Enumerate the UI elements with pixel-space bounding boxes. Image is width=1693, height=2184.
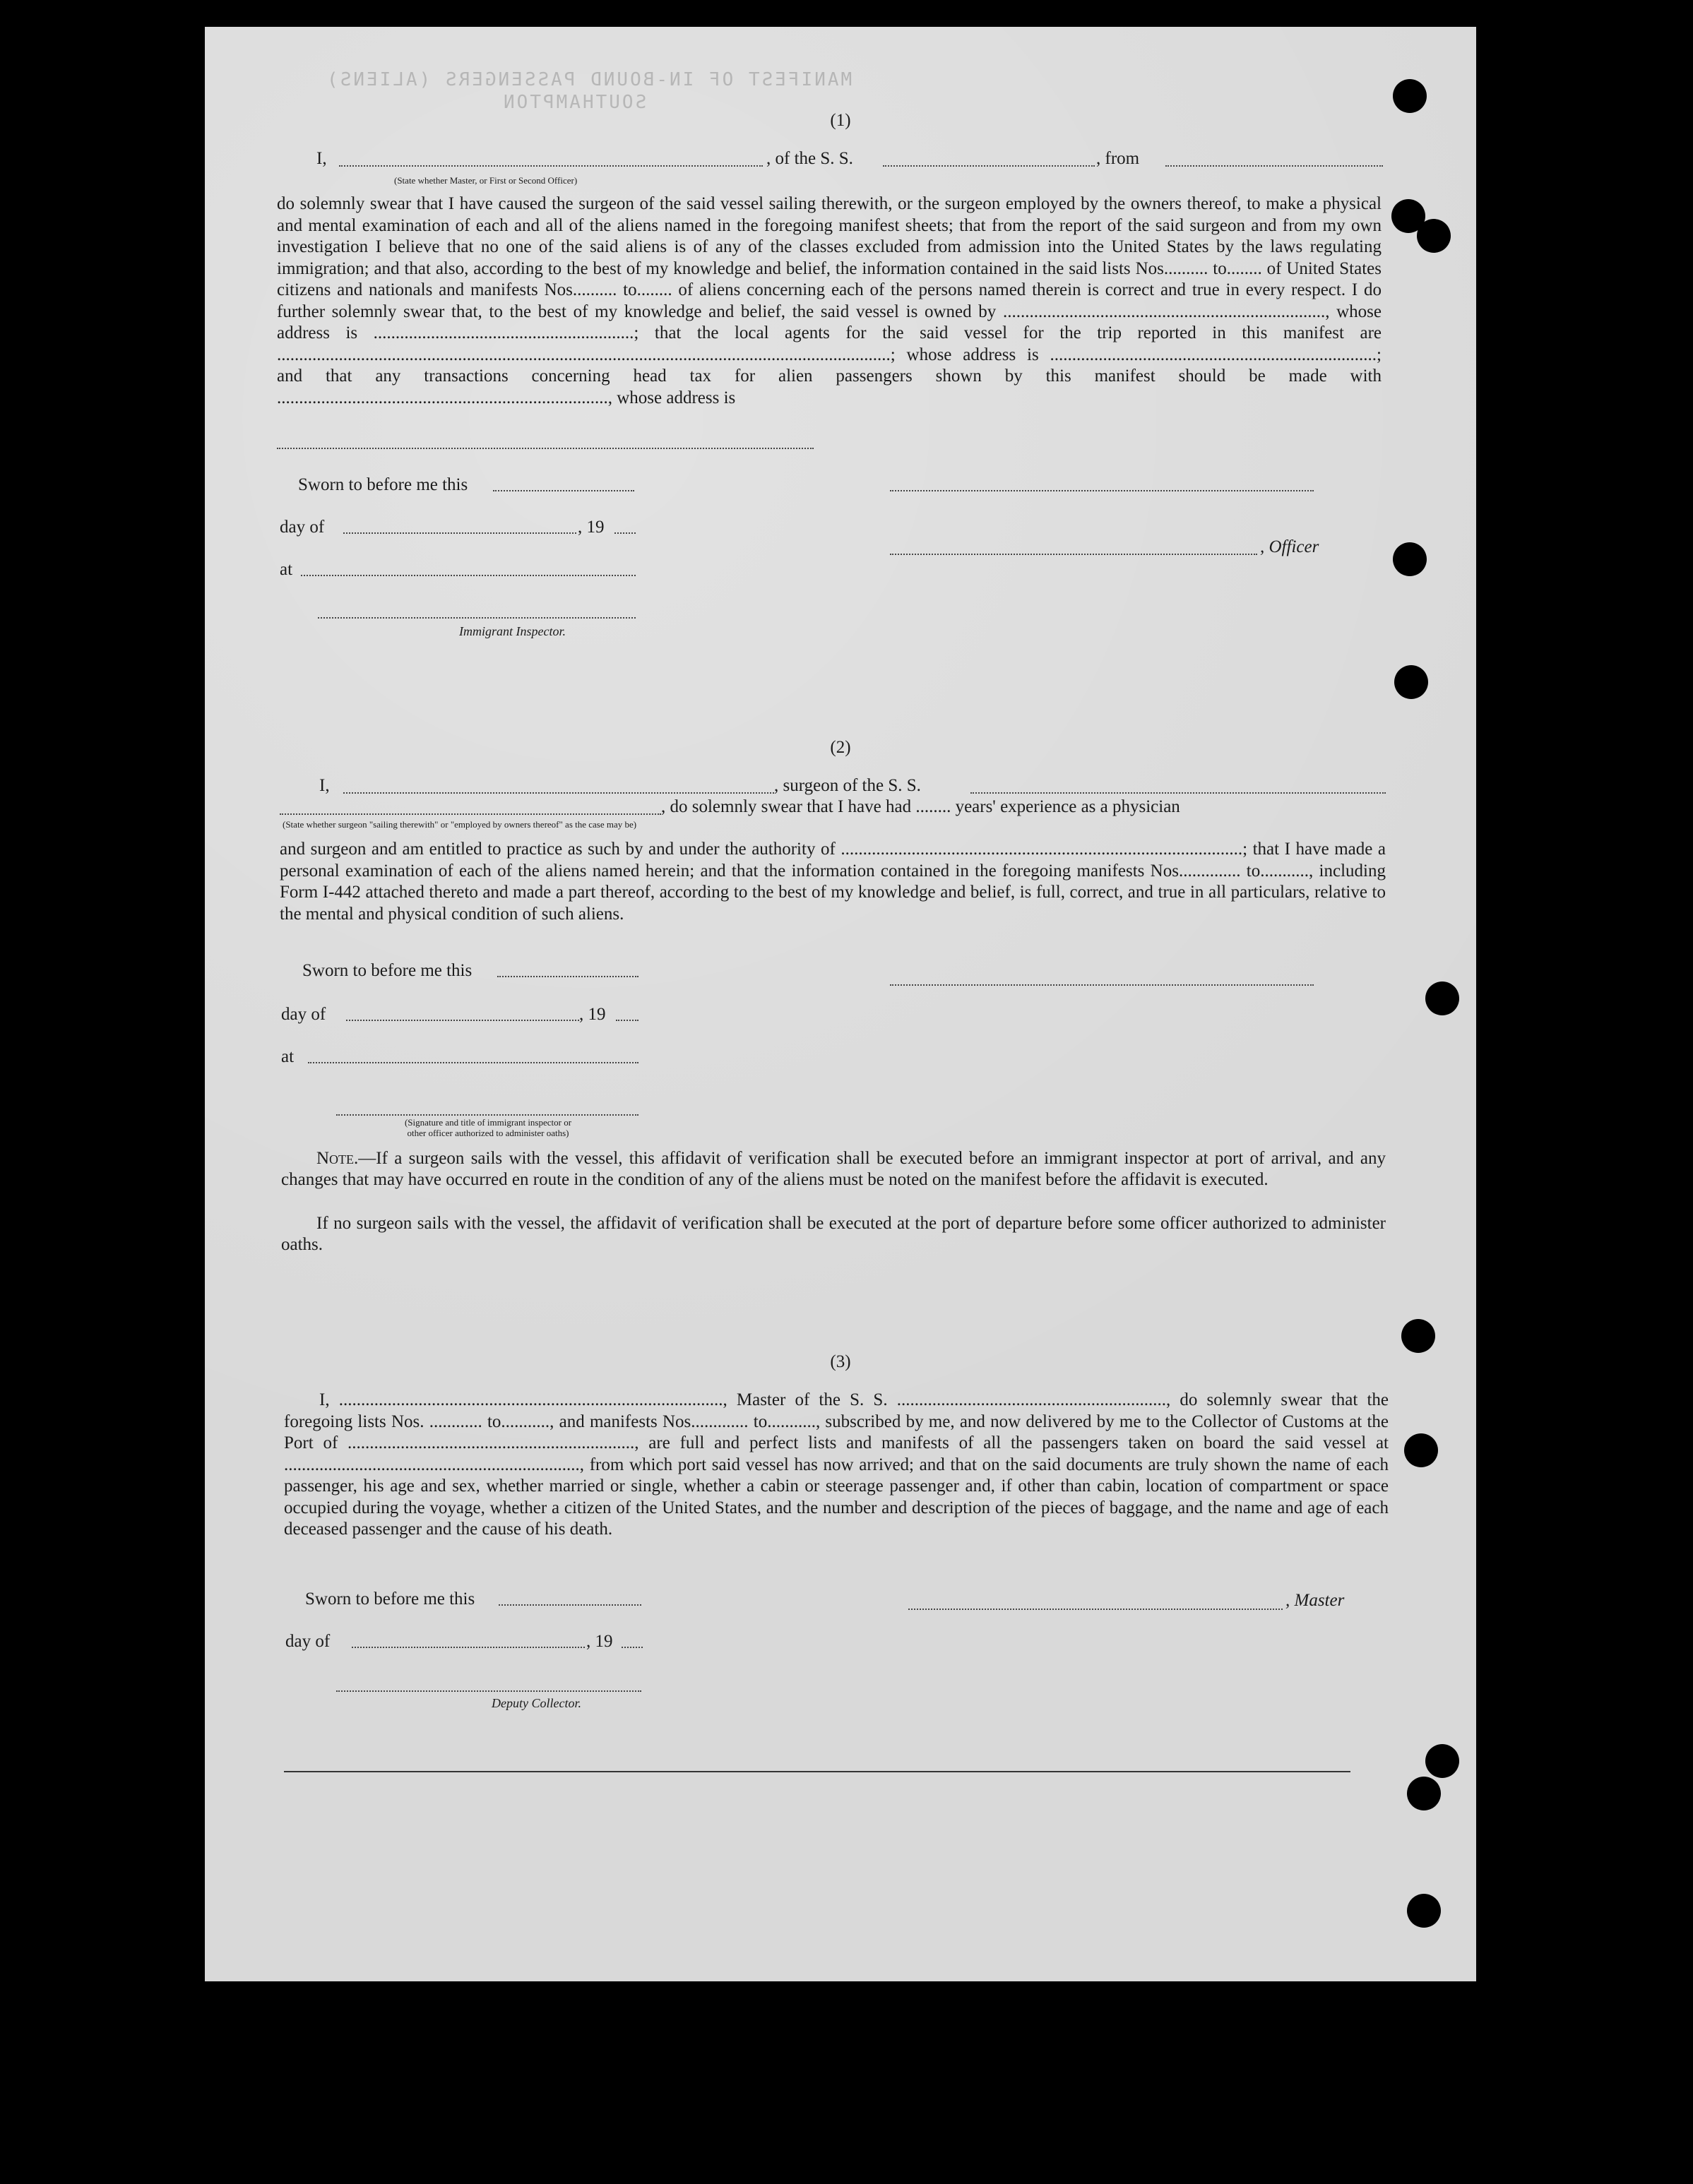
section-1-at-label: at	[280, 560, 293, 579]
section-3-sworn-field[interactable]	[499, 1604, 641, 1606]
section-3-sworn-label: Sworn to before me this	[305, 1589, 475, 1609]
punch-hole	[1404, 1433, 1438, 1467]
section-2-day-label: day of	[281, 1005, 326, 1024]
document-page	[205, 27, 1476, 1981]
section-2-at-label: at	[281, 1047, 295, 1066]
punch-hole	[1425, 1744, 1459, 1778]
bleed-through-text: SOUTHAMPTON	[501, 92, 647, 113]
section-1-day-field[interactable]	[343, 532, 576, 534]
bleed-through-text: MANIFEST OF IN-BOUND PASSENGERS (ALIENS)	[325, 69, 853, 90]
section-2-at-field[interactable]	[308, 1062, 638, 1063]
master-label: , Master	[1285, 1591, 1345, 1610]
section-1-sworn-label: Sworn to before me this	[298, 475, 468, 494]
punch-hole	[1407, 1777, 1441, 1810]
surgeon-signature-field[interactable]	[890, 984, 1314, 986]
punch-hole	[1417, 219, 1451, 253]
section-1-i: I,	[316, 149, 327, 168]
section-2-year-field[interactable]	[616, 1020, 638, 1021]
surgeon-status-field[interactable]	[280, 813, 661, 815]
note-label: Note.	[316, 1149, 359, 1168]
section-1-vessel-label: , of the S. S.	[766, 149, 853, 168]
section-1-small-note: (State whether Master, or First or Second Officer)	[394, 175, 578, 186]
note-paragraph	[281, 1148, 1386, 1191]
surgeon-name-field[interactable]	[343, 792, 774, 794]
deputy-collector-signature-field[interactable]	[336, 1690, 641, 1692]
punch-hole	[1401, 1319, 1435, 1353]
master-signature-field[interactable]	[908, 1609, 1283, 1610]
section-2-day-field[interactable]	[346, 1020, 579, 1021]
section-3-year-field[interactable]	[622, 1647, 643, 1648]
section-2-year-label: , 19	[579, 1005, 606, 1024]
section-2-vessel-field[interactable]	[970, 792, 1386, 794]
officer-label: , Officer	[1260, 537, 1319, 556]
punch-hole	[1407, 1894, 1441, 1928]
section-2-line-2: , do solemnly swear that I have had ........ years' experience as a physician	[661, 797, 1180, 816]
section-3-number: (3)	[830, 1352, 851, 1371]
port-from-field[interactable]	[1165, 165, 1383, 167]
punch-hole	[1394, 665, 1428, 699]
section-1-paragraph: do solemnly swear that I have caused the surgeon of the said vessel sailing therewith, or the surgeon employed by the owners thereof, to make a physical and mental examination of each and all of the aliens named in the foregoing manifest sheets; that from the report of the said surgeon and from my own investigation I believe that no one of the said aliens is of any of the classes excluded from admission into the United States by the laws regulating immigration; and that also, according to the best of my knowledge and belief, the information contained in the said lists Nos.......... to........ of United States citizens and nationals and manifests Nos.......... to........ of aliens concerning each of the persons named therein is correct and true in every respect. I do further solemnly swear that, to the best of my knowledge and belief, the said vessel is owned by ........................................................................., whose address is ...........................................................; that the local agents for the said vessel for the trip reported in this manifest are ...........................................................................................................................................; whose address is ..........................................................................; and that any transactions concerning head tax for alien passengers shown by this manifest should be made with ..........................................................................., whose address is	[277, 194, 1382, 407]
punch-hole	[1425, 981, 1459, 1015]
section-2-signature-note-1: (Signature and title of immigrant inspector or	[404, 1117, 572, 1128]
note-text: —If a surgeon sails with the vessel, this affidavit of verification shall be executed before an immigrant inspector at port of arrival, and any changes that may have occurred en route in the condition of any of the aliens must be noted on the manifest before the affidavit is executed.	[281, 1149, 1386, 1189]
officer-name-field[interactable]	[339, 165, 763, 167]
section-3-paragraph: I, ......................................................................................., Master of the S. S. ............................................................., do solemnly swear that the foregoing lists Nos. ............ to..........., and manifests Nos............. to..........., subscribed by me, and now delivered by me to the Collector of Customs at the Port of ................................................................., are full and perfect lists and manifests of all the passengers taken on board the said vessel at ..................................................................., from which port said vessel has now arrived; and that on the said documents are truly shown the name of each passenger, his age and sex, whether married or single, whether a cabin or steerage passenger and, if other than cabin, location of compartment or space occupied during the voyage, whether a citizen of the United States, and the number and description of the pieces of baggage, and the name and age of each deceased passenger and the cause of his death.	[284, 1390, 1389, 1539]
punch-hole	[1393, 542, 1427, 576]
section-1-year-field[interactable]	[614, 532, 636, 534]
section-3-day-field[interactable]	[352, 1647, 585, 1648]
section-1-number: (1)	[830, 111, 851, 130]
section-1-day-label: day of	[280, 518, 325, 537]
section-2-surgeon-label: , surgeon of the S. S.	[774, 776, 921, 795]
section-2-signature-note-2: other officer authorized to administer oaths)	[407, 1128, 569, 1138]
vessel-name-field[interactable]	[883, 165, 1095, 167]
officer-signature-field[interactable]	[890, 554, 1257, 555]
immigrant-inspector-signature-field[interactable]	[318, 617, 636, 619]
section-1-extra-field[interactable]	[890, 490, 1314, 491]
section-3-year-label: , 19	[586, 1632, 613, 1651]
section-1-sworn-field[interactable]	[493, 490, 634, 491]
section-2-sworn-label: Sworn to before me this	[302, 961, 473, 980]
section-1-year-label: , 19	[578, 518, 605, 537]
deputy-collector-label: Deputy Collector.	[492, 1696, 581, 1710]
section-2-number: (2)	[830, 738, 851, 757]
section-2-paragraph: and surgeon and am entitled to practice as such by and under the authority of ...........................................................................................; that I have made a personal examination of each of the aliens named herein; and that the information contained in the foregoing manifests Nos.............. to..........., including Form I-442 attached thereto and made a part thereof, according to the best of my knowledge and belief, is full, correct, and true in all particulars, relative to the mental and physical condition of such aliens.	[280, 840, 1386, 924]
section-2-small-note: (State whether surgeon "sailing therewith" or "employed by owners thereof" as the case may be)	[283, 819, 637, 830]
punch-hole	[1393, 79, 1427, 113]
section-2-signature-field[interactable]	[336, 1114, 638, 1116]
head-tax-address-field[interactable]	[277, 448, 814, 449]
section-2-i: I,	[319, 776, 330, 795]
section-1-from-label: , from	[1096, 149, 1140, 168]
note-2-paragraph: If no surgeon sails with the vessel, the affidavit of verification shall be executed at the port of departure before some officer authorized to administer oaths.	[281, 1214, 1386, 1254]
section-1-at-field[interactable]	[301, 575, 636, 576]
footer-rule	[284, 1771, 1350, 1772]
immigrant-inspector-label: Immigrant Inspector.	[459, 624, 566, 638]
section-3-day-label: day of	[285, 1632, 331, 1651]
section-2-sworn-field[interactable]	[497, 976, 638, 977]
